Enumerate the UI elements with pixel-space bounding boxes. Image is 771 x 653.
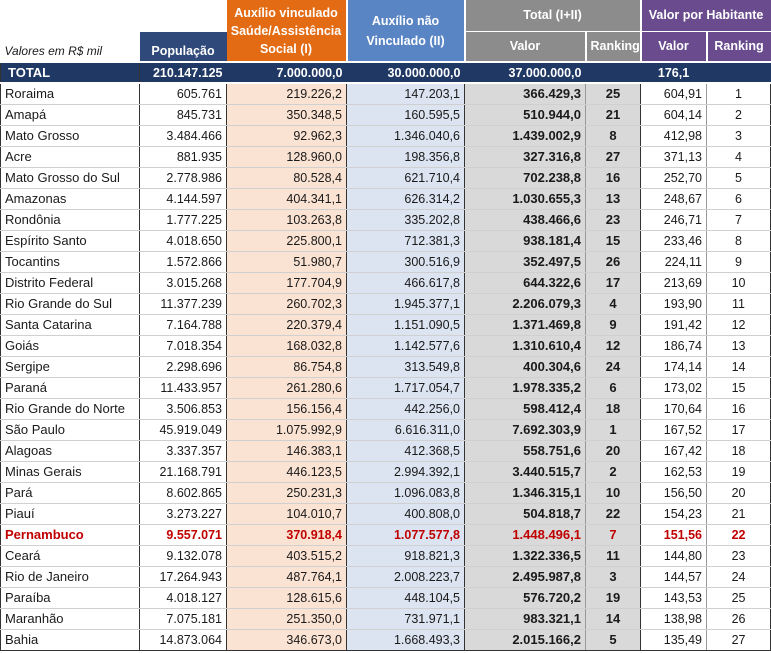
cell-state: Bahia — [1, 629, 140, 650]
cell-total-ranking: 7 — [586, 524, 641, 545]
cell-vph-ranking: 27 — [707, 629, 771, 650]
cell-aux-nao-vinculado: 2.008.223,7 — [347, 566, 465, 587]
cell-total-valor: 983.321,1 — [465, 608, 586, 629]
cell-total-ranking: 18 — [586, 398, 641, 419]
table-row — [1, 398, 771, 419]
cell-vph-valor: 213,69 — [641, 272, 707, 293]
cell-total-valor: 1.371.469,8 — [465, 314, 586, 335]
cell-total-ranking: 2 — [586, 461, 641, 482]
cell-aux-vinculado: 260.702,3 — [227, 293, 347, 314]
cell-total-ranking: 14 — [586, 608, 641, 629]
table-row — [1, 608, 771, 629]
cell-aux-nao-vinculado: 147.203,1 — [347, 83, 465, 104]
cell-vph-ranking: 14 — [707, 356, 771, 377]
cell-vph-valor: 174,14 — [641, 356, 707, 377]
cell-populacao: 7.075.181 — [140, 608, 227, 629]
cell-vph-valor: 162,53 — [641, 461, 707, 482]
header-vph-valor: Valor — [641, 31, 707, 62]
cell-populacao: 9.132.078 — [140, 545, 227, 566]
cell-aux-vinculado: 346.673,0 — [227, 629, 347, 650]
cell-vph-valor: 604,91 — [641, 83, 707, 104]
cell-vph-ranking: 21 — [707, 503, 771, 524]
cell-aux-nao-vinculado: 1.717.054,7 — [347, 377, 465, 398]
cell-vph-ranking: 11 — [707, 293, 771, 314]
cell-total-ranking: 11 — [586, 545, 641, 566]
cell-total-ranking: 13 — [586, 188, 641, 209]
cell-aux-nao-vinculado: 400.808,0 — [347, 503, 465, 524]
cell-aux-vinculado: 128.960,0 — [227, 146, 347, 167]
cell-vph-ranking: 19 — [707, 461, 771, 482]
cell-aux-vinculado: 1.075.992,9 — [227, 419, 347, 440]
table-row — [1, 377, 771, 398]
cell-vph-ranking: 1 — [707, 83, 771, 104]
table-row — [1, 167, 771, 188]
cell-vph-ranking: 9 — [707, 251, 771, 272]
cell-aux-nao-vinculado: 198.356,8 — [347, 146, 465, 167]
cell-total-valor: 558.751,6 — [465, 440, 586, 461]
cell-populacao: 3.337.357 — [140, 440, 227, 461]
cell-aux-vinculado: 128.615,6 — [227, 587, 347, 608]
cell-aux-nao-vinculado: 621.710,4 — [347, 167, 465, 188]
cell-vph-valor: 248,67 — [641, 188, 707, 209]
cell-aux-nao-vinculado: 466.617,8 — [347, 272, 465, 293]
cell-vph-valor: 246,71 — [641, 209, 707, 230]
cell-state: Amazonas — [1, 188, 140, 209]
header-aux-nao-vinculado: Auxílio não Vinculado (II) — [347, 0, 465, 62]
cell-aux-nao-vinculado: 712.381,3 — [347, 230, 465, 251]
cell-populacao: 7.018.354 — [140, 335, 227, 356]
table-row — [1, 587, 771, 608]
cell-aux-vinculado: 104.010,7 — [227, 503, 347, 524]
total-aux1: 7.000.000,0 — [227, 62, 347, 83]
cell-vph-ranking: 4 — [707, 146, 771, 167]
table-row — [1, 209, 771, 230]
cell-total-ranking: 27 — [586, 146, 641, 167]
cell-vph-ranking: 12 — [707, 314, 771, 335]
cell-total-valor: 504.818,7 — [465, 503, 586, 524]
cell-populacao: 1.572.866 — [140, 251, 227, 272]
cell-aux-vinculado: 370.918,4 — [227, 524, 347, 545]
cell-total-valor: 510.944,0 — [465, 104, 586, 125]
cell-vph-ranking: 23 — [707, 545, 771, 566]
cell-vph-valor: 371,13 — [641, 146, 707, 167]
table-row — [1, 188, 771, 209]
cell-vph-valor: 186,74 — [641, 335, 707, 356]
table-row — [1, 566, 771, 587]
cell-aux-nao-vinculado: 313.549,8 — [347, 356, 465, 377]
cell-vph-ranking: 10 — [707, 272, 771, 293]
cell-vph-ranking: 13 — [707, 335, 771, 356]
cell-total-ranking: 19 — [586, 587, 641, 608]
table-row — [1, 545, 771, 566]
cell-state: Alagoas — [1, 440, 140, 461]
cell-aux-nao-vinculado: 448.104,5 — [347, 587, 465, 608]
header-total: Total (I+II) — [465, 0, 641, 31]
cell-total-valor: 1.030.655,3 — [465, 188, 586, 209]
cell-aux-nao-vinculado: 731.971,1 — [347, 608, 465, 629]
total-ranking — [586, 62, 641, 83]
table-row — [1, 146, 771, 167]
cell-total-ranking: 24 — [586, 356, 641, 377]
cell-vph-valor: 173,02 — [641, 377, 707, 398]
cell-total-valor: 1.346.315,1 — [465, 482, 586, 503]
cell-vph-valor: 191,42 — [641, 314, 707, 335]
cell-state: Pará — [1, 482, 140, 503]
cell-populacao: 8.602.865 — [140, 482, 227, 503]
table-row — [1, 83, 771, 104]
cell-aux-vinculado: 146.383,1 — [227, 440, 347, 461]
cell-total-ranking: 9 — [586, 314, 641, 335]
table-row — [1, 629, 771, 650]
cell-vph-valor: 156,50 — [641, 482, 707, 503]
cell-total-ranking: 23 — [586, 209, 641, 230]
cell-vph-valor: 233,46 — [641, 230, 707, 251]
cell-state: Mato Grosso do Sul — [1, 167, 140, 188]
cell-aux-vinculado: 487.764,1 — [227, 566, 347, 587]
cell-aux-nao-vinculado: 1.151.090,5 — [347, 314, 465, 335]
table-row — [1, 125, 771, 146]
cell-state: Espírito Santo — [1, 230, 140, 251]
table-row — [1, 293, 771, 314]
cell-state: Santa Catarina — [1, 314, 140, 335]
cell-total-valor: 3.440.515,7 — [465, 461, 586, 482]
cell-aux-nao-vinculado: 918.821,3 — [347, 545, 465, 566]
cell-vph-ranking: 6 — [707, 188, 771, 209]
cell-state: Distrito Federal — [1, 272, 140, 293]
cell-aux-vinculado: 220.379,4 — [227, 314, 347, 335]
cell-populacao: 4.018.127 — [140, 587, 227, 608]
cell-populacao: 7.164.788 — [140, 314, 227, 335]
cell-vph-valor: 193,90 — [641, 293, 707, 314]
cell-aux-vinculado: 80.528,4 — [227, 167, 347, 188]
cell-total-valor: 702.238,8 — [465, 167, 586, 188]
cell-total-valor: 1.448.496,1 — [465, 524, 586, 545]
cell-vph-valor: 151,56 — [641, 524, 707, 545]
cell-state: Rio Grande do Sul — [1, 293, 140, 314]
units-label: Valores em R$ mil — [4, 44, 103, 58]
cell-vph-valor: 143,53 — [641, 587, 707, 608]
cell-total-valor: 1.439.002,9 — [465, 125, 586, 146]
cell-populacao: 3.506.853 — [140, 398, 227, 419]
cell-populacao: 45.919.049 — [140, 419, 227, 440]
table-row — [1, 461, 771, 482]
cell-total-valor: 2.206.079,3 — [465, 293, 586, 314]
cell-total-valor: 352.497,5 — [465, 251, 586, 272]
cell-aux-nao-vinculado: 160.595,5 — [347, 104, 465, 125]
table-row — [1, 104, 771, 125]
cell-aux-nao-vinculado: 626.314,2 — [347, 188, 465, 209]
header-blank — [1, 0, 140, 31]
header-total-valor: Valor — [465, 31, 586, 62]
total-row — [1, 62, 771, 83]
table-row — [1, 335, 771, 356]
header-aux-vinculado: Auxílio vinculado Saúde/Assistência Social (I) — [227, 0, 347, 62]
cell-state: Paraná — [1, 377, 140, 398]
total-aux2: 30.000.000,0 — [347, 62, 465, 83]
table-row — [1, 440, 771, 461]
cell-populacao: 845.731 — [140, 104, 227, 125]
cell-vph-ranking: 24 — [707, 566, 771, 587]
cell-aux-nao-vinculado: 1.142.577,6 — [347, 335, 465, 356]
cell-state: Rio Grande do Norte — [1, 398, 140, 419]
cell-aux-nao-vinculado: 300.516,9 — [347, 251, 465, 272]
cell-populacao: 11.377.239 — [140, 293, 227, 314]
cell-populacao: 3.273.227 — [140, 503, 227, 524]
cell-vph-ranking: 17 — [707, 419, 771, 440]
cell-total-valor: 1.322.336,5 — [465, 545, 586, 566]
header-valor-por-habitante: Valor por Habitante — [641, 0, 771, 31]
cell-total-ranking: 15 — [586, 230, 641, 251]
cell-populacao: 11.433.957 — [140, 377, 227, 398]
cell-total-ranking: 16 — [586, 167, 641, 188]
cell-aux-vinculado: 156.156,4 — [227, 398, 347, 419]
header-total-ranking: Ranking — [586, 31, 641, 62]
cell-vph-ranking: 8 — [707, 230, 771, 251]
total-label: TOTAL — [1, 62, 140, 83]
cell-total-ranking: 4 — [586, 293, 641, 314]
cell-aux-vinculado: 51.980,7 — [227, 251, 347, 272]
cell-vph-ranking: 25 — [707, 587, 771, 608]
cell-total-valor: 1.310.610,4 — [465, 335, 586, 356]
cell-aux-vinculado: 177.704,9 — [227, 272, 347, 293]
cell-vph-valor: 144,80 — [641, 545, 707, 566]
header-blank — [140, 0, 227, 31]
cell-aux-nao-vinculado: 1.096.083,8 — [347, 482, 465, 503]
cell-vph-ranking: 18 — [707, 440, 771, 461]
cell-vph-valor: 144,57 — [641, 566, 707, 587]
cell-populacao: 4.018.650 — [140, 230, 227, 251]
table-row — [1, 230, 771, 251]
cell-state: Acre — [1, 146, 140, 167]
cell-state: Minas Gerais — [1, 461, 140, 482]
cell-populacao: 2.778.986 — [140, 167, 227, 188]
cell-state: Pernambuco — [1, 524, 140, 545]
cell-populacao: 2.298.696 — [140, 356, 227, 377]
cell-vph-valor: 224,11 — [641, 251, 707, 272]
cell-aux-nao-vinculado: 2.994.392,1 — [347, 461, 465, 482]
cell-state: Rondônia — [1, 209, 140, 230]
cell-vph-ranking: 26 — [707, 608, 771, 629]
cell-aux-nao-vinculado: 1.346.040,6 — [347, 125, 465, 146]
cell-total-ranking: 3 — [586, 566, 641, 587]
cell-total-valor: 438.466,6 — [465, 209, 586, 230]
cell-total-valor: 938.181,4 — [465, 230, 586, 251]
cell-vph-valor: 170,64 — [641, 398, 707, 419]
total-valor: 37.000.000,0 — [465, 62, 586, 83]
cell-aux-nao-vinculado: 442.256,0 — [347, 398, 465, 419]
cell-total-valor: 366.429,3 — [465, 83, 586, 104]
cell-aux-vinculado: 404.341,1 — [227, 188, 347, 209]
cell-populacao: 17.264.943 — [140, 566, 227, 587]
cell-aux-nao-vinculado: 1.945.377,1 — [347, 293, 465, 314]
cell-aux-vinculado: 103.263,8 — [227, 209, 347, 230]
cell-state: Ceará — [1, 545, 140, 566]
cell-state: Amapá — [1, 104, 140, 125]
cell-vph-ranking: 2 — [707, 104, 771, 125]
cell-populacao: 3.484.466 — [140, 125, 227, 146]
cell-state: Piauí — [1, 503, 140, 524]
cell-populacao: 881.935 — [140, 146, 227, 167]
cell-populacao: 605.761 — [140, 83, 227, 104]
cell-aux-vinculado: 251.350,0 — [227, 608, 347, 629]
cell-populacao: 1.777.225 — [140, 209, 227, 230]
table-row — [1, 524, 771, 545]
cell-vph-ranking: 5 — [707, 167, 771, 188]
cell-vph-valor: 604,14 — [641, 104, 707, 125]
table-row — [1, 272, 771, 293]
cell-total-ranking: 10 — [586, 482, 641, 503]
cell-vph-ranking: 16 — [707, 398, 771, 419]
cell-total-ranking: 17 — [586, 272, 641, 293]
cell-aux-vinculado: 86.754,8 — [227, 356, 347, 377]
cell-aux-nao-vinculado: 335.202,8 — [347, 209, 465, 230]
table-row — [1, 482, 771, 503]
cell-state: Tocantins — [1, 251, 140, 272]
cell-total-ranking: 20 — [586, 440, 641, 461]
cell-state: Maranhão — [1, 608, 140, 629]
cell-total-ranking: 21 — [586, 104, 641, 125]
total-vph-ranking — [707, 62, 771, 83]
cell-vph-ranking: 20 — [707, 482, 771, 503]
cell-aux-nao-vinculado: 412.368,5 — [347, 440, 465, 461]
cell-total-ranking: 1 — [586, 419, 641, 440]
cell-total-valor: 7.692.303,9 — [465, 419, 586, 440]
cell-state: São Paulo — [1, 419, 140, 440]
cell-total-ranking: 6 — [586, 377, 641, 398]
cell-aux-vinculado: 261.280,6 — [227, 377, 347, 398]
cell-aux-vinculado: 92.962,3 — [227, 125, 347, 146]
cell-total-ranking: 26 — [586, 251, 641, 272]
cell-populacao: 21.168.791 — [140, 461, 227, 482]
cell-vph-ranking: 22 — [707, 524, 771, 545]
cell-aux-vinculado: 225.800,1 — [227, 230, 347, 251]
cell-total-valor: 2.015.166,2 — [465, 629, 586, 650]
cell-state: Mato Grosso — [1, 125, 140, 146]
cell-vph-valor: 154,23 — [641, 503, 707, 524]
total-populacao: 210.147.125 — [140, 62, 227, 83]
cell-aux-nao-vinculado: 1.668.493,3 — [347, 629, 465, 650]
cell-populacao: 14.873.064 — [140, 629, 227, 650]
cell-vph-valor: 167,52 — [641, 419, 707, 440]
cell-total-valor: 2.495.987,8 — [465, 566, 586, 587]
table-row — [1, 419, 771, 440]
cell-state: Goiás — [1, 335, 140, 356]
cell-state: Roraima — [1, 83, 140, 104]
table-row — [1, 503, 771, 524]
cell-aux-vinculado: 250.231,3 — [227, 482, 347, 503]
cell-vph-valor: 252,70 — [641, 167, 707, 188]
cell-populacao: 9.557.071 — [140, 524, 227, 545]
cell-aux-vinculado: 219.226,2 — [227, 83, 347, 104]
cell-total-valor: 1.978.335,2 — [465, 377, 586, 398]
table-row — [1, 314, 771, 335]
cell-total-ranking: 22 — [586, 503, 641, 524]
cell-populacao: 3.015.268 — [140, 272, 227, 293]
cell-state: Rio de Janeiro — [1, 566, 140, 587]
cell-vph-valor: 167,42 — [641, 440, 707, 461]
cell-total-ranking: 8 — [586, 125, 641, 146]
cell-vph-ranking: 15 — [707, 377, 771, 398]
cell-total-ranking: 12 — [586, 335, 641, 356]
cell-total-valor: 598.412,4 — [465, 398, 586, 419]
cell-total-ranking: 5 — [586, 629, 641, 650]
cell-vph-valor: 138,98 — [641, 608, 707, 629]
cell-vph-ranking: 3 — [707, 125, 771, 146]
cell-state: Paraíba — [1, 587, 140, 608]
cell-aux-nao-vinculado: 1.077.577,8 — [347, 524, 465, 545]
cell-state: Sergipe — [1, 356, 140, 377]
cell-aux-vinculado: 403.515,2 — [227, 545, 347, 566]
cell-total-ranking: 25 — [586, 83, 641, 104]
total-vph-valor: 176,1 — [641, 62, 707, 83]
table-row — [1, 356, 771, 377]
cell-populacao: 4.144.597 — [140, 188, 227, 209]
cell-total-valor: 576.720,2 — [465, 587, 586, 608]
cell-vph-valor: 412,98 — [641, 125, 707, 146]
cell-total-valor: 644.322,6 — [465, 272, 586, 293]
cell-aux-vinculado: 168.032,8 — [227, 335, 347, 356]
cell-total-valor: 327.316,8 — [465, 146, 586, 167]
cell-aux-vinculado: 350.348,5 — [227, 104, 347, 125]
table-row — [1, 251, 771, 272]
header-vph-ranking: Ranking — [707, 31, 771, 62]
header-populacao: População — [140, 31, 227, 62]
cell-vph-ranking: 7 — [707, 209, 771, 230]
cell-vph-valor: 135,49 — [641, 629, 707, 650]
cell-total-valor: 400.304,6 — [465, 356, 586, 377]
cell-aux-nao-vinculado: 6.616.311,0 — [347, 419, 465, 440]
cell-aux-vinculado: 446.123,5 — [227, 461, 347, 482]
